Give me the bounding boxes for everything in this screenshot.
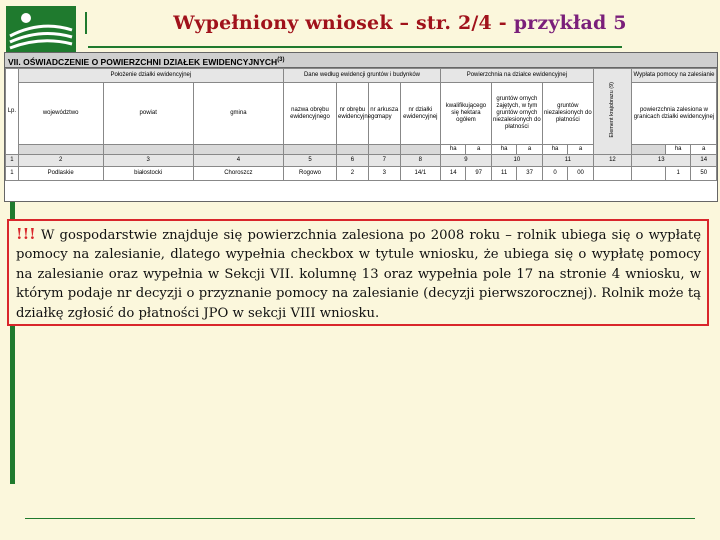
ministry-logo xyxy=(6,6,76,52)
row-municipality: Choroszcz xyxy=(193,167,283,181)
row-pay-ha: 1 xyxy=(665,167,690,181)
area-header: Powierzchnia na działce ewidencyjnej xyxy=(441,69,594,83)
col-number: 6 xyxy=(337,155,369,167)
forested-header: gruntów ornych zajętych, w tym gruntów ornych niezalesionych do płatności xyxy=(491,83,542,145)
row-forested-ha: 11 xyxy=(491,167,516,181)
title-underline xyxy=(88,46,622,48)
row-not-forested-a: 00 xyxy=(568,167,594,181)
not-forested-header: gruntów niezalesionych do płatności xyxy=(542,83,593,145)
row-forested-a: 37 xyxy=(517,167,542,181)
voivodeship-header: województwo xyxy=(18,83,103,145)
col-number: 12 xyxy=(593,155,631,167)
parcel-no-header: nr działki ewidencyjnej xyxy=(400,83,440,145)
unit-ha: ha xyxy=(441,145,466,155)
section-header: VII. OŚWIADCZENIE O POWIERZCHNI DZIAŁEK EWIDENCYJNYCH$^{(3)}$ xyxy=(5,53,717,68)
unit-a: a xyxy=(517,145,542,155)
col-number: 1 xyxy=(6,155,19,167)
county-header: powiat xyxy=(103,83,193,145)
col-number: 2 xyxy=(18,155,103,167)
row-parcel-no: 14/1 xyxy=(400,167,440,181)
explanation-notice xyxy=(7,219,709,326)
col-number: 9 xyxy=(441,155,492,167)
col-number: 5 xyxy=(283,155,336,167)
title-divider xyxy=(85,12,87,34)
unit-a: a xyxy=(568,145,594,155)
parcel-table xyxy=(5,68,717,181)
row-map-sheet: 3 xyxy=(368,167,400,181)
row-total-ha: 14 xyxy=(441,167,466,181)
payment-area-header: powierzchnia zalesiona w granicach działki ewidencyjnej xyxy=(632,83,717,145)
row-pay-a: 50 xyxy=(691,167,717,181)
footer-divider xyxy=(25,518,695,519)
precinct-no-header: nr obrębu ewidencyjnego xyxy=(337,83,369,145)
lp-header: Lp. xyxy=(6,69,19,155)
col-number: 11 xyxy=(542,155,593,167)
notice-text: W gospodarstwie znajduje się powierzchnia zalesiona po 2008 roku – rolnik ubiega się o wypłatę pomocy na zalesianie, dlatego wypełnia checkbox w tytule wniosku, że ubiega się o wypłatę pomocy na zalesianie oraz wypełnia w Sekcji VII. kolumnę 13 oraz wypełnia pole 17 na stronie 4 wniosku, w którym podaje nr decyzji o przyznanie pomocy na zalesianie (decyzji pierwszorocznej). Rolnik może tą działkę zgłosić do płatności JPO w sekcji VIII wniosku. xyxy=(16,228,701,321)
total-area-header: kwalifikującego się hektara ogółem xyxy=(441,83,492,145)
col-number: 13 xyxy=(632,155,691,167)
warning-marker: !!! xyxy=(16,225,36,243)
row-lp: 1 xyxy=(6,167,19,181)
unit-ha: ha xyxy=(491,145,516,155)
page-title: Wypełniony wniosek – str. 2/4 - przykład 5 xyxy=(173,12,627,34)
payment-header: Wypłata pomocy na zalesianie xyxy=(632,69,717,83)
application-form-section xyxy=(4,52,718,202)
example-label: przykład 5 xyxy=(513,12,627,34)
row-precinct-no: 2 xyxy=(337,167,369,181)
row-total-a: 97 xyxy=(466,167,491,181)
table-row xyxy=(6,167,717,181)
unit-ha: ha xyxy=(665,145,690,155)
municipality-header: gmina xyxy=(193,83,283,145)
col-number: 14 xyxy=(691,155,717,167)
col-number: 10 xyxy=(491,155,542,167)
col-number: 4 xyxy=(193,155,283,167)
col-number: 3 xyxy=(103,155,193,167)
landscape-element-header: Element krajobrazu (9) xyxy=(608,82,615,138)
col-number: 8 xyxy=(400,155,440,167)
unit-a: a xyxy=(466,145,491,155)
row-not-forested-ha: 0 xyxy=(542,167,567,181)
map-sheet-header: nr arkusza mapy xyxy=(368,83,400,145)
row-precinct-name: Rogowo xyxy=(283,167,336,181)
row-county: białostocki xyxy=(103,167,193,181)
precinct-name-header: nazwa obrębu ewidencyjnego xyxy=(283,83,336,145)
col-number: 7 xyxy=(368,155,400,167)
unit-a: a xyxy=(691,145,717,155)
row-voivodeship: Podlaskie xyxy=(18,167,103,181)
unit-ha: ha xyxy=(542,145,567,155)
location-header: Położenie działki ewidencyjnej xyxy=(18,69,283,83)
register-header: Dane według ewidencji gruntów i budynków xyxy=(283,69,440,83)
